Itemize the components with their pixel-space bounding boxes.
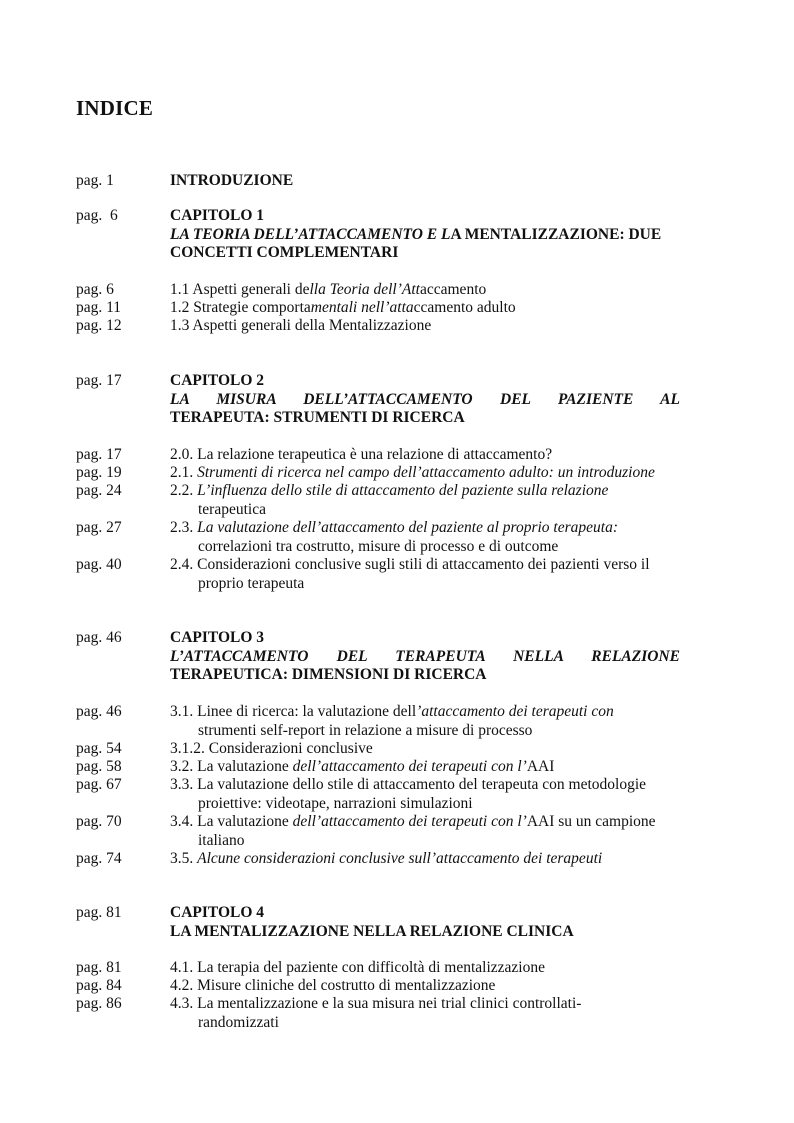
page-number: pag. 17 (76, 446, 122, 463)
page-number: pag. 46 (76, 629, 122, 646)
page-number: pag. 19 (76, 464, 122, 481)
toc-title: 2.1. Strumenti di ricerca nel campo dell’attaccamento adulto: un introduzione (170, 464, 655, 481)
chapter-label: CAPITOLO 3 (170, 629, 265, 646)
chapter-title-line: TERAPEUTA: STRUMENTI DI RICERCA (170, 409, 465, 426)
page-number: pag. 46 (76, 703, 122, 720)
toc-title: 4.1. La terapia del paziente con difficoltà di mentalizzazione (170, 959, 545, 976)
page-number: pag. 74 (76, 850, 122, 867)
chapter-title-line (170, 226, 680, 245)
chapter-title-line: LA MENTALIZZAZIONE NELLA RELAZIONE CLINICA (170, 922, 574, 940)
toc-title: 3.1.2. Considerazioni conclusive (170, 740, 373, 757)
page-number: pag. 81 (76, 959, 122, 976)
chapter-title-line: L’ATTACCAMENTO DEL TERAPEUTA NELLA RELAZIONE (170, 647, 680, 665)
toc-title: 4.2. Misure cliniche del costrutto di mentalizzazione (170, 977, 496, 994)
page-number: pag. 84 (76, 977, 122, 994)
page-number: pag. 86 (76, 995, 122, 1012)
chapter-title-line: TERAPEUTICA: DIMENSIONI DI RICERCA (170, 666, 487, 683)
page-number: pag. 67 (76, 776, 122, 793)
toc-title: 2.0. La relazione terapeutica è una relazione di attaccamento? (170, 446, 553, 463)
toc-title: 1.1 Aspetti generali della Teoria dell’Attaccamento (170, 281, 487, 298)
chapter-label: CAPITOLO 1 (170, 207, 265, 224)
page-number: pag. 81 (76, 904, 122, 921)
page-number: pag. 58 (76, 758, 122, 775)
toc-title: 2.3. La valutazione dell’attaccamento del paziente al proprio terapeuta: correlazioni tra costrutto, misure di processo e di outcome (170, 519, 618, 555)
chapter-heading (170, 372, 680, 428)
chapter-label: CAPITOLO 2 (170, 372, 265, 389)
page-number: pag. 27 (76, 519, 122, 536)
page-number: pag. 11 (76, 299, 122, 316)
toc-title: 3.4. La valutazione dell’attaccamento dei terapeuti con l’AAI su un campione italiano (170, 813, 656, 849)
page-number: pag. 6 (76, 281, 114, 298)
chapter-title-line: LA MISURA DELL’ATTACCAMENTO DEL PAZIENTE AL (170, 390, 680, 408)
chapter-label: CAPITOLO 4 (170, 904, 265, 921)
toc-title: 3.1. Linee di ricerca: la valutazione dell’attaccamento dei terapeuti con strumenti self-report in relazione a misure di processo (170, 703, 614, 739)
toc-title: INTRODUZIONE (170, 172, 294, 189)
toc-title: 4.3. La mentalizzazione e la sua misura nei trial clinici controllati- randomizzati (170, 995, 582, 1031)
chapter-heading (170, 207, 680, 263)
toc-title: 3.3. La valutazione dello stile di attaccamento del terapeuta con metodologie proiettive: videotape, narrazioni simulazioni (170, 776, 647, 812)
chapter-heading (170, 629, 680, 685)
page-number: pag. 70 (76, 813, 122, 830)
page-number: pag. 12 (76, 317, 122, 334)
toc-title: 2.4. Considerazioni conclusive sugli stili di attaccamento dei pazienti verso il proprio terapeuta (170, 556, 650, 592)
page-number: pag. 1 (76, 172, 114, 189)
page-number: pag. 54 (76, 740, 122, 757)
chapter-heading (170, 904, 680, 941)
page-number: pag. 6 (76, 207, 118, 224)
toc-title: 3.5. Alcune considerazioni conclusive sull’attaccamento dei terapeuti (170, 850, 603, 867)
page-number: pag. 24 (76, 482, 122, 499)
toc-title: 1.2 Strategie comportamentali nell’attaccamento adulto (170, 299, 516, 316)
chapter-title-line: CONCETTI COMPLEMENTARI (170, 244, 399, 261)
page-number: pag. 17 (76, 372, 122, 389)
toc-title: 2.2. L’influenza dello stile di attaccamento del paziente sulla relazione terapeutica (170, 482, 609, 518)
chapter-title-italic: LA TEORIA DELL’ATTACCAMENTO E L (170, 225, 451, 243)
page-number: pag. 40 (76, 556, 122, 573)
toc-title: 1.3 Aspetti generali della Mentalizzazione (170, 317, 432, 334)
chapter-title-upright: A MENTALIZZAZIONE: DUE (450, 225, 662, 243)
page-title: INDICE (76, 96, 154, 120)
toc-title: 3.2. La valutazione dell’attaccamento dei terapeuti con l’AAI (170, 758, 555, 775)
